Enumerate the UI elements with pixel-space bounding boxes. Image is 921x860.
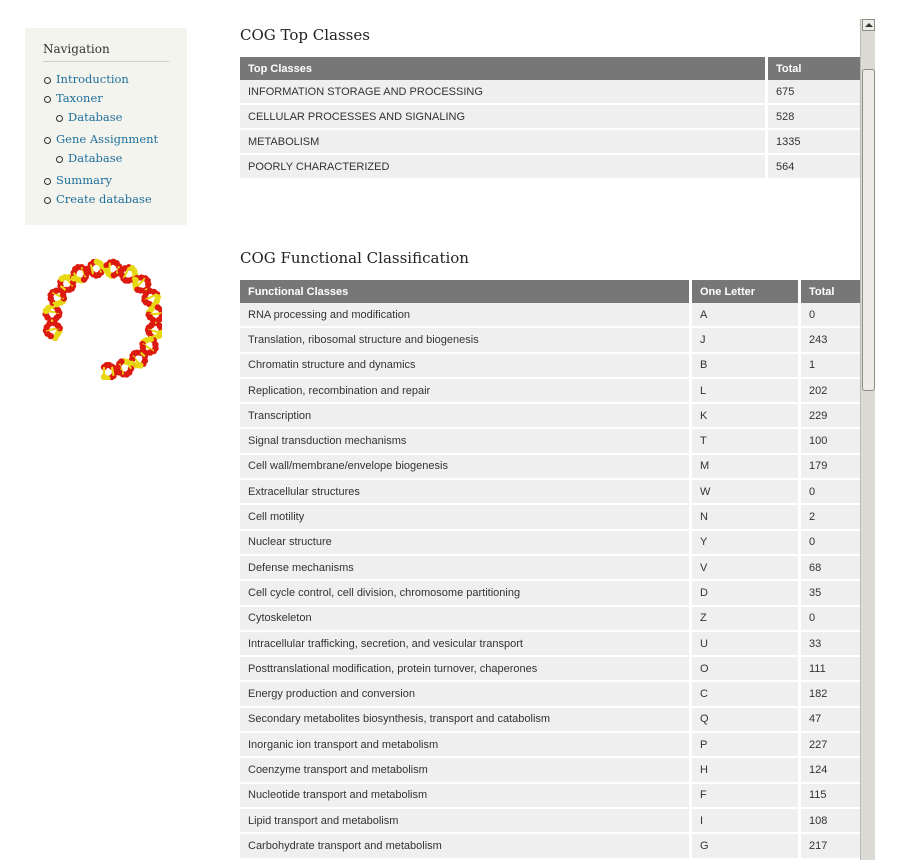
bullet-icon <box>56 115 63 122</box>
table-row <box>240 429 860 454</box>
cell-total: 528 <box>768 105 860 130</box>
table-row <box>240 632 860 657</box>
dna-helix-icon <box>42 259 162 380</box>
cell-letter: M <box>692 455 801 480</box>
cell-name: Extracellular structures <box>240 480 692 505</box>
cell-name: Cell motility <box>240 505 692 530</box>
cell-letter: P <box>692 733 801 758</box>
column-header-total: Total <box>768 57 860 80</box>
cell-total: 182 <box>801 682 860 707</box>
bullet-icon <box>44 96 51 103</box>
table-row <box>240 682 860 707</box>
cell-total: 0 <box>801 480 860 505</box>
nav-item-create-database <box>43 190 169 209</box>
table-row <box>240 657 860 682</box>
cell-name: CELLULAR PROCESSES AND SIGNALING <box>240 105 768 130</box>
table-row <box>240 105 860 130</box>
cell-letter: O <box>692 657 801 682</box>
cell-name: Posttranslational modification, protein turnover, chaperones <box>240 657 692 682</box>
cell-letter: G <box>692 834 801 859</box>
cell-total: 243 <box>801 328 860 353</box>
table-row <box>240 155 860 180</box>
cell-letter: L <box>692 379 801 404</box>
top-classes-title: COG Top Classes <box>240 26 370 44</box>
table-row <box>240 607 860 632</box>
functional-classification-title: COG Functional Classification <box>240 249 469 267</box>
nav-link-introduction[interactable]: Introduction <box>56 72 129 86</box>
cell-total: 108 <box>801 809 860 834</box>
navigation-panel <box>25 28 187 225</box>
cell-letter: I <box>692 809 801 834</box>
cell-letter: Y <box>692 531 801 556</box>
cell-total: 124 <box>801 758 860 783</box>
top-classes-body <box>240 80 860 180</box>
column-header-one-letter: One Letter <box>692 280 801 303</box>
nav-link-taxoner-database[interactable]: Database <box>68 110 123 124</box>
table-row <box>240 80 860 105</box>
cell-name: Cytoskeleton <box>240 607 692 632</box>
bullet-icon <box>44 197 51 204</box>
table-row <box>240 328 860 353</box>
cell-name: Signal transduction mechanisms <box>240 429 692 454</box>
cell-total: 111 <box>801 657 860 682</box>
cell-name: Lipid transport and metabolism <box>240 809 692 834</box>
cell-letter: K <box>692 404 801 429</box>
table-row <box>240 809 860 834</box>
navigation-title: Navigation <box>43 42 169 62</box>
cell-name: Energy production and conversion <box>240 682 692 707</box>
table-row <box>240 758 860 783</box>
cell-total: 35 <box>801 581 860 606</box>
cell-total: 47 <box>801 708 860 733</box>
cell-name: RNA processing and modification <box>240 303 692 328</box>
functional-classification-body <box>240 303 860 860</box>
cell-name: Cell wall/membrane/envelope biogenesis <box>240 455 692 480</box>
table-row <box>240 404 860 429</box>
cell-name: Replication, recombination and repair <box>240 379 692 404</box>
cell-letter: N <box>692 505 801 530</box>
cell-name: INFORMATION STORAGE AND PROCESSING <box>240 80 768 105</box>
cell-total: 227 <box>801 733 860 758</box>
cell-total: 202 <box>801 379 860 404</box>
navigation-list <box>43 70 169 209</box>
cell-total: 0 <box>801 607 860 632</box>
bullet-icon <box>44 137 51 144</box>
cell-total: 179 <box>801 455 860 480</box>
bullet-icon <box>44 178 51 185</box>
table-header-row <box>240 280 860 303</box>
cell-letter: C <box>692 682 801 707</box>
cell-letter: W <box>692 480 801 505</box>
table-header-row <box>240 57 860 80</box>
scrollbar-thumb[interactable] <box>862 69 875 391</box>
table-row <box>240 505 860 530</box>
cell-letter: H <box>692 758 801 783</box>
table-row <box>240 784 860 809</box>
table-row <box>240 581 860 606</box>
nav-link-gene-assignment[interactable]: Gene Assignment <box>56 132 159 146</box>
cell-letter: D <box>692 581 801 606</box>
table-row <box>240 130 860 155</box>
functional-classification-table <box>240 280 860 860</box>
cell-letter: Q <box>692 708 801 733</box>
cell-total: 564 <box>768 155 860 180</box>
cell-name: METABOLISM <box>240 130 768 155</box>
cell-name: Transcription <box>240 404 692 429</box>
bullet-icon <box>56 156 63 163</box>
cell-total: 68 <box>801 556 860 581</box>
cell-total: 2 <box>801 505 860 530</box>
cell-total: 115 <box>801 784 860 809</box>
cell-letter: U <box>692 632 801 657</box>
cell-total: 229 <box>801 404 860 429</box>
cell-letter: Z <box>692 607 801 632</box>
nav-item-summary <box>43 171 169 190</box>
cell-total: 33 <box>801 632 860 657</box>
nav-item-gene-assignment-database <box>43 149 169 168</box>
cell-name: Coenzyme transport and metabolism <box>240 758 692 783</box>
column-header-top-classes: Top Classes <box>240 57 768 80</box>
cell-name: Nucleotide transport and metabolism <box>240 784 692 809</box>
cell-name: Cell cycle control, cell division, chromosome partitioning <box>240 581 692 606</box>
cell-total: 0 <box>801 531 860 556</box>
table-row <box>240 708 860 733</box>
table-row <box>240 455 860 480</box>
cell-total: 0 <box>801 303 860 328</box>
cell-total: 1 <box>801 354 860 379</box>
cell-total: 217 <box>801 834 860 859</box>
column-header-total: Total <box>801 280 860 303</box>
nav-link-gene-assignment-database[interactable]: Database <box>68 151 123 165</box>
table-row <box>240 834 860 859</box>
bullet-icon <box>44 77 51 84</box>
cell-name: POORLY CHARACTERIZED <box>240 155 768 180</box>
top-classes-table <box>240 57 860 180</box>
cell-letter: V <box>692 556 801 581</box>
table-row <box>240 354 860 379</box>
cell-letter: A <box>692 303 801 328</box>
cell-name: Defense mechanisms <box>240 556 692 581</box>
cell-total: 1335 <box>768 130 860 155</box>
table-row <box>240 733 860 758</box>
cell-name: Intracellular trafficking, secretion, and vesicular transport <box>240 632 692 657</box>
cell-name: Inorganic ion transport and metabolism <box>240 733 692 758</box>
table-row <box>240 556 860 581</box>
cell-letter: F <box>692 784 801 809</box>
cell-name: Nuclear structure <box>240 531 692 556</box>
nav-item-taxoner-database <box>43 108 169 127</box>
nav-link-summary[interactable]: Summary <box>56 173 112 187</box>
cell-letter: J <box>692 328 801 353</box>
cell-letter: T <box>692 429 801 454</box>
table-row <box>240 531 860 556</box>
dna-helix-logo <box>22 240 162 380</box>
cell-name: Translation, ribosomal structure and biogenesis <box>240 328 692 353</box>
table-row <box>240 303 860 328</box>
table-row <box>240 379 860 404</box>
cell-name: Carbohydrate transport and metabolism <box>240 834 692 859</box>
cell-name: Secondary metabolites biosynthesis, transport and catabolism <box>240 708 692 733</box>
nav-link-taxoner[interactable]: Taxoner <box>56 91 103 105</box>
column-header-functional-classes: Functional Classes <box>240 280 692 303</box>
nav-item-gene-assignment <box>43 130 169 149</box>
vertical-scrollbar[interactable] <box>860 19 875 860</box>
cell-letter: B <box>692 354 801 379</box>
cell-total: 100 <box>801 429 860 454</box>
table-row <box>240 480 860 505</box>
nav-item-taxoner <box>43 89 169 108</box>
nav-item-introduction <box>43 70 169 89</box>
cell-name: Chromatin structure and dynamics <box>240 354 692 379</box>
nav-link-create-database[interactable]: Create database <box>56 192 152 206</box>
scroll-up-arrow-icon[interactable] <box>862 19 875 31</box>
cell-total: 675 <box>768 80 860 105</box>
